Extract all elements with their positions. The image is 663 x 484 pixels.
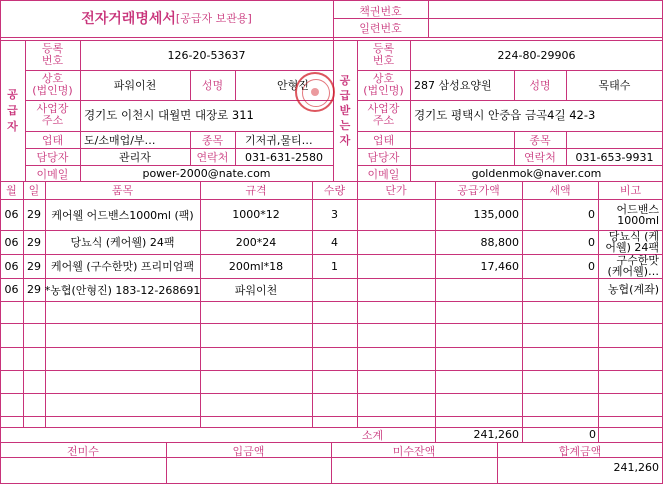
grid-line (0, 416, 663, 417)
row-tax: 0 (588, 208, 595, 221)
receiver-rep: 목태수 (598, 79, 631, 92)
receiver-email-label: 이메일 (367, 167, 400, 181)
note-line: 농협(계좌) (607, 283, 659, 296)
title-text: 전자거래명세서 (81, 11, 176, 27)
row-spec: 1000*12 (232, 208, 280, 221)
row-qty: 1 (331, 259, 338, 273)
receiver-contact (410, 149, 514, 165)
row-amount: 88,800 (480, 235, 519, 249)
note-line: 구수한맛 (616, 254, 659, 267)
row-item: 당뇨식 (케어웰) 24팩 (70, 236, 175, 249)
receiver-reg-no: 224-80-29906 (497, 48, 576, 62)
col-qty-header: 수량 (323, 184, 346, 197)
paid-label: 입금액 (232, 445, 265, 458)
supplier-email-label: 이메일 (36, 167, 69, 181)
receiver-contact-label: 담당자 (367, 151, 400, 164)
supplier-biz-label: 업태 (41, 134, 64, 147)
row-day: 29 (27, 208, 41, 221)
note-line: 어웰) 24팩 (605, 241, 659, 254)
row-note (598, 199, 663, 230)
label-line: 상호 (41, 72, 64, 85)
receiver-side-label (333, 40, 357, 181)
receiver-rep-label: 성명 (529, 79, 551, 92)
supplier-rep: 안형진 (277, 79, 309, 92)
subtitle-text: [공급자 보관용] (175, 12, 252, 25)
unpaid-balance-label: 미수잔액 (392, 445, 436, 458)
row-note (598, 230, 663, 254)
col-price-header: 단가 (385, 184, 407, 197)
col-note-header: 비고 (619, 184, 642, 197)
side-char: 는 (339, 119, 351, 132)
label-line: 등록 (41, 42, 64, 55)
supplier-addr-label (25, 100, 80, 130)
row-price (357, 199, 435, 230)
receiver-addr-label (357, 100, 410, 130)
serial-no-label: 일련번호 (359, 21, 402, 35)
row-price (357, 278, 435, 301)
note-line: 어드밴스 (616, 202, 659, 216)
receiver-biz-label: 업태 (372, 134, 395, 147)
supplier-name: 파워이천 (113, 79, 157, 92)
row-price (357, 230, 435, 254)
book-no-label: 책권번호 (359, 4, 402, 18)
col-amount-header: 공급가액 (457, 184, 500, 197)
receiver-name-label (357, 70, 410, 100)
row-price (357, 254, 435, 278)
label-line: 주소 (41, 114, 64, 127)
grid-line (0, 323, 663, 324)
row-day: 29 (27, 235, 41, 249)
receiver-phone: 031-653-9931 (575, 150, 654, 164)
side-char: 급 (339, 89, 351, 102)
row-note (598, 254, 663, 278)
row-tax: 0 (588, 235, 595, 249)
subtotal-label: 소계 (361, 428, 384, 442)
row-month: 06 (4, 235, 19, 249)
supplier-phone-label: 연락처 (196, 151, 229, 164)
row-amount: 135,000 (473, 208, 519, 221)
receiver-phone-label: 연락처 (524, 151, 556, 164)
row-note (598, 278, 663, 301)
receiver-item-label: 종목 (529, 134, 551, 147)
document-title (0, 0, 333, 36)
row-qty: 4 (331, 235, 338, 249)
row-day: 29 (27, 259, 41, 273)
row-tax (522, 278, 598, 301)
supplier-address: 경기도 이천시 대월면 대장로 311 (84, 108, 254, 122)
side-char: 받 (339, 104, 351, 117)
table-row (0, 199, 663, 230)
label-line: 상호 (372, 72, 395, 85)
supplier-contact-label: 담당자 (36, 151, 69, 164)
receiver-address: 경기도 평택시 안중읍 금곡4길 42-3 (414, 108, 596, 122)
side-char: 공 (7, 87, 18, 101)
receiver-email: goldenmok@naver.com (471, 167, 602, 180)
table-row (0, 230, 663, 254)
supplier-reg-no: 126-20-53637 (167, 48, 246, 62)
col-item-header: 품목 (111, 184, 134, 197)
subtotal-tax: 0 (589, 428, 596, 441)
label-line: 사업장 (367, 102, 400, 115)
label-line: 번호 (41, 54, 64, 67)
total-amount: 241,260 (613, 460, 659, 474)
row-spec: 200ml*18 (228, 259, 284, 273)
label-line: (법인명) (32, 84, 73, 97)
row-item: 케어웰 (구수한맛) 프리미엄팩 (50, 260, 195, 273)
supplier-email: power-2000@nate.com (142, 167, 271, 180)
side-char: 공 (339, 74, 351, 87)
note-line: (케어웰)… (607, 265, 659, 278)
grid-line (0, 370, 663, 371)
supplier-phone: 031-631-2580 (245, 150, 323, 164)
supplier-biz: 도/소매업/부… (84, 134, 156, 147)
supplier-item: 기저귀,물티… (245, 134, 313, 147)
row-tax: 0 (588, 259, 595, 273)
row-month: 06 (4, 283, 19, 296)
receiver-reg-label (357, 40, 410, 70)
side-char: 급 (7, 103, 18, 117)
supplier-name-label (25, 70, 80, 100)
grid-line (0, 347, 663, 348)
grid-line (0, 37, 663, 38)
row-spec: 파워이천 (234, 283, 278, 297)
table-row (0, 278, 663, 301)
row-amount: 17,460 (480, 259, 519, 273)
col-month-header: 월 (6, 184, 17, 197)
supplier-rep-label: 성명 (201, 79, 224, 92)
grid-line (598, 416, 599, 442)
row-amount (435, 278, 522, 301)
row-day: 29 (27, 283, 41, 296)
supplier-contact: 관리자 (119, 151, 151, 164)
note-line: 당뇨식 (케 (608, 230, 659, 243)
row-qty (312, 278, 357, 301)
total-label: 합계금액 (558, 445, 602, 458)
receiver-item (570, 132, 663, 148)
row-spec: 200*24 (235, 235, 277, 249)
receiver-biz (414, 132, 514, 148)
row-qty: 3 (331, 208, 338, 221)
row-item: 케어웰 어드밴스1000ml (팩) (51, 208, 194, 222)
label-line: (법인명) (363, 84, 404, 97)
label-line: 주소 (372, 114, 395, 127)
row-item: *농협(안형진) 183-12-268691 (45, 283, 200, 297)
receiver-name: 287 삼성요양원 (414, 79, 492, 92)
table-row (0, 254, 663, 278)
subtotal-amount: 241,260 (473, 428, 519, 441)
grid-line (0, 393, 663, 394)
prev-unpaid-label: 전미수 (67, 445, 99, 458)
supplier-item-label: 종목 (201, 134, 224, 147)
label-line: 번호 (372, 54, 395, 67)
grid-line (0, 301, 663, 302)
side-char: 자 (339, 134, 351, 147)
row-month: 06 (4, 208, 19, 221)
note-line: 1000ml (617, 213, 659, 227)
col-tax-header: 세액 (549, 184, 571, 197)
label-line: 사업장 (36, 102, 69, 115)
label-line: 등록 (372, 42, 395, 55)
supplier-side-label (0, 40, 25, 181)
col-day-header: 일 (28, 184, 40, 197)
supplier-reg-label (25, 40, 80, 70)
side-char: 자 (7, 119, 18, 133)
grid-line (428, 0, 429, 37)
row-month: 06 (4, 259, 19, 273)
col-spec-header: 규격 (245, 184, 267, 197)
